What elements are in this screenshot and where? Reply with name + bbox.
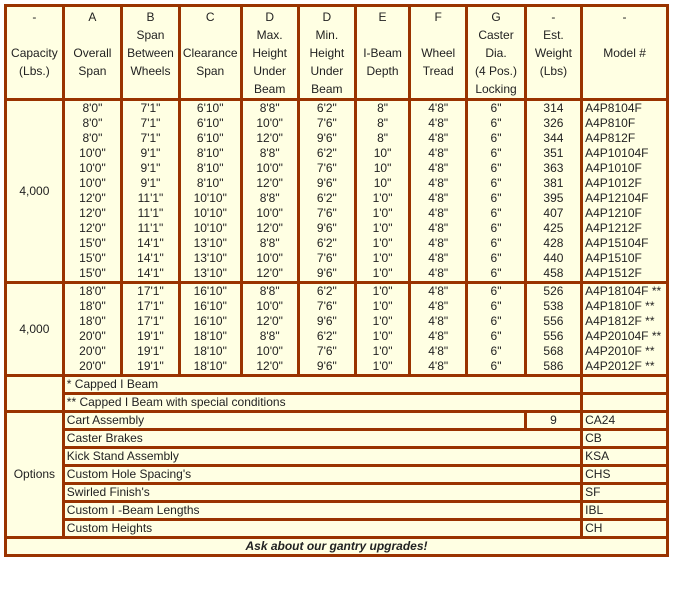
spec-cell: 4'8"	[410, 314, 467, 329]
spec-cell: 8'10"	[179, 176, 241, 191]
spec-cell: 17'1"	[122, 314, 180, 329]
spec-cell: 8"	[355, 100, 409, 117]
model-cell: A4P812F	[582, 131, 668, 146]
spec-cell: 4'8"	[410, 359, 467, 376]
spec-cell: 12'0"	[63, 206, 121, 221]
spec-cell: 6"	[467, 359, 525, 376]
column-header	[582, 6, 668, 100]
spec-cell: 7'6"	[298, 299, 355, 314]
spec-cell: 20'0"	[63, 359, 121, 376]
spec-cell: 8'0"	[63, 131, 121, 146]
spec-cell: 4'8"	[410, 191, 467, 206]
spec-cell: 8'8"	[241, 283, 298, 300]
spec-cell: 15'0"	[63, 236, 121, 251]
option-name: Custom Hole Spacing's	[63, 466, 581, 484]
spec-cell: 8"	[355, 116, 409, 131]
spec-cell: 10'0"	[241, 161, 298, 176]
gantry-spec-table	[4, 4, 669, 557]
spec-cell: 6"	[467, 116, 525, 131]
spec-cell: 14'1"	[122, 236, 180, 251]
column-header	[179, 6, 241, 100]
table-row	[6, 329, 668, 344]
table-row	[6, 206, 668, 221]
column-letter: E	[378, 10, 387, 24]
table-row	[6, 344, 668, 359]
spec-cell: 19'1"	[122, 344, 180, 359]
spec-cell: 1'0"	[355, 251, 409, 266]
column-header	[467, 6, 525, 100]
model-cell: A4P1010F	[582, 161, 668, 176]
table-row	[6, 266, 668, 283]
spec-cell: 9'6"	[298, 176, 355, 191]
spec-cell: 6'2"	[298, 191, 355, 206]
spec-cell: 13'10"	[179, 266, 241, 283]
model-cell: A4P2010F **	[582, 344, 668, 359]
spec-cell: 6"	[467, 283, 525, 300]
model-cell: A4P1510F	[582, 251, 668, 266]
spec-cell: 12'0"	[241, 266, 298, 283]
spec-cell: 6"	[467, 206, 525, 221]
model-cell: A4P18104F **	[582, 283, 668, 300]
spec-cell: 17'1"	[122, 283, 180, 300]
option-code: SF	[582, 484, 668, 502]
model-cell: A4P810F	[582, 116, 668, 131]
spec-cell: 7'6"	[298, 116, 355, 131]
spec-cell: 18'0"	[63, 283, 121, 300]
spec-cell: 458	[525, 266, 581, 283]
spec-cell: 1'0"	[355, 283, 409, 300]
spec-cell: 20'0"	[63, 344, 121, 359]
spec-cell: 12'0"	[241, 314, 298, 329]
spec-cell: 6"	[467, 314, 525, 329]
spec-cell: 6"	[467, 100, 525, 117]
table-row	[6, 146, 668, 161]
spec-cell: 10'10"	[179, 221, 241, 236]
spec-cell: 8'10"	[179, 146, 241, 161]
spec-cell: 4'8"	[410, 116, 467, 131]
spec-cell: 15'0"	[63, 251, 121, 266]
spec-cell: 13'10"	[179, 251, 241, 266]
spec-cell: 9'1"	[122, 176, 180, 191]
spec-cell: 18'0"	[63, 299, 121, 314]
empty-cell	[582, 394, 668, 412]
model-cell: A4P1210F	[582, 206, 668, 221]
column-letter: B	[146, 10, 155, 24]
spec-cell: 4'8"	[410, 131, 467, 146]
option-row	[6, 430, 668, 448]
spec-cell: 363	[525, 161, 581, 176]
spec-cell: 19'1"	[122, 359, 180, 376]
spec-cell: 10'0"	[63, 176, 121, 191]
table-row	[6, 314, 668, 329]
spec-cell: 12'0"	[63, 221, 121, 236]
column-letter: -	[551, 10, 556, 24]
column-label: Min. Height Under Beam	[309, 28, 345, 96]
spec-cell: 18'10"	[179, 359, 241, 376]
spec-cell: 4'8"	[410, 283, 467, 300]
option-row	[6, 502, 668, 520]
column-label: Overall Span	[73, 46, 112, 78]
spec-cell: 11'1"	[122, 206, 180, 221]
column-header	[410, 6, 467, 100]
option-name: Cart Assembly	[63, 412, 525, 430]
spec-cell: 6"	[467, 131, 525, 146]
option-code: CA24	[582, 412, 668, 430]
spec-cell: 395	[525, 191, 581, 206]
option-name: Swirled Finish's	[63, 484, 581, 502]
spec-cell: 9'6"	[298, 359, 355, 376]
note-row	[6, 376, 668, 394]
spec-cell: 1'0"	[355, 221, 409, 236]
option-code: IBL	[582, 502, 668, 520]
option-code: CH	[582, 520, 668, 538]
spec-cell: 6"	[467, 176, 525, 191]
spec-cell: 13'10"	[179, 236, 241, 251]
spec-cell: 14'1"	[122, 266, 180, 283]
table-row	[6, 251, 668, 266]
spec-cell: 7'1"	[122, 131, 180, 146]
spec-cell: 4'8"	[410, 146, 467, 161]
spec-cell: 12'0"	[241, 359, 298, 376]
spec-cell: 10'0"	[241, 344, 298, 359]
spec-cell: 6"	[467, 329, 525, 344]
spec-cell: 10'10"	[179, 206, 241, 221]
spec-cell: 14'1"	[122, 251, 180, 266]
spec-cell: 18'10"	[179, 329, 241, 344]
model-cell: A4P1512F	[582, 266, 668, 283]
column-letter: F	[434, 10, 442, 24]
spec-cell: 4'8"	[410, 251, 467, 266]
options-label: Options	[6, 412, 64, 538]
spec-cell: 9'1"	[122, 161, 180, 176]
spec-cell: 6"	[467, 191, 525, 206]
spec-cell: 8'8"	[241, 100, 298, 117]
column-label: Caster Dia. (4 Pos.) Locking	[475, 28, 518, 96]
spec-cell: 9'1"	[122, 146, 180, 161]
spec-cell: 12'0"	[241, 221, 298, 236]
header-row	[6, 6, 668, 100]
model-cell: A4P8104F	[582, 100, 668, 117]
spec-cell: 4'8"	[410, 329, 467, 344]
spec-cell: 17'1"	[122, 299, 180, 314]
spec-cell: 7'6"	[298, 344, 355, 359]
column-letter: D	[265, 10, 274, 24]
model-cell: A4P10104F	[582, 146, 668, 161]
spec-cell: 1'0"	[355, 236, 409, 251]
spec-cell: 11'1"	[122, 191, 180, 206]
spec-cell: 16'10"	[179, 283, 241, 300]
table-row	[6, 116, 668, 131]
spec-cell: 10'10"	[179, 191, 241, 206]
column-label: Span Between Wheels	[127, 28, 174, 78]
column-header	[122, 6, 180, 100]
option-name: Caster Brakes	[63, 430, 581, 448]
spec-cell: 4'8"	[410, 161, 467, 176]
spec-cell: 8'8"	[241, 191, 298, 206]
spec-cell: 6'2"	[298, 146, 355, 161]
column-label: Model #	[603, 46, 646, 60]
capacity-cell: 4,000	[6, 283, 64, 376]
spec-cell: 586	[525, 359, 581, 376]
spec-cell: 1'0"	[355, 344, 409, 359]
spec-cell: 1'0"	[355, 359, 409, 376]
column-label: Max. Height Under Beam	[252, 28, 287, 96]
model-cell: A4P1012F	[582, 176, 668, 191]
spec-cell: 1'0"	[355, 206, 409, 221]
spec-cell: 6'2"	[298, 329, 355, 344]
option-row	[6, 466, 668, 484]
spec-cell: 6'2"	[298, 236, 355, 251]
footer-row	[6, 538, 668, 556]
column-letter: D	[322, 10, 332, 24]
model-cell: A4P2012F **	[582, 359, 668, 376]
column-header	[241, 6, 298, 100]
model-cell: A4P1810F **	[582, 299, 668, 314]
spec-cell: 8'8"	[241, 329, 298, 344]
spec-cell: 6"	[467, 221, 525, 236]
spec-cell: 4'8"	[410, 266, 467, 283]
spec-cell: 1'0"	[355, 314, 409, 329]
spec-cell: 10'0"	[241, 206, 298, 221]
spec-cell: 7'1"	[122, 116, 180, 131]
empty-cell	[6, 376, 64, 412]
spec-cell: 8'8"	[241, 146, 298, 161]
spec-cell: 18'10"	[179, 344, 241, 359]
spec-cell: 10'0"	[241, 299, 298, 314]
spec-cell: 10"	[355, 161, 409, 176]
note-text: ** Capped I Beam with special conditions	[63, 394, 581, 412]
spec-cell: 407	[525, 206, 581, 221]
spec-cell: 6'10"	[179, 100, 241, 117]
model-cell: A4P12104F	[582, 191, 668, 206]
column-letter: -	[32, 10, 37, 24]
spec-cell: 10"	[355, 146, 409, 161]
option-name: Custom Heights	[63, 520, 581, 538]
spec-cell: 1'0"	[355, 266, 409, 283]
spec-cell: 4'8"	[410, 344, 467, 359]
option-row	[6, 412, 668, 430]
spec-cell: 6"	[467, 236, 525, 251]
spec-cell: 4'8"	[410, 221, 467, 236]
table-row	[6, 100, 668, 117]
column-label: Clearance Span	[182, 46, 238, 78]
spec-cell: 7'6"	[298, 251, 355, 266]
spec-cell: 6'2"	[298, 283, 355, 300]
spec-cell: 6"	[467, 251, 525, 266]
option-name: Custom I -Beam Lengths	[63, 502, 581, 520]
spec-cell: 381	[525, 176, 581, 191]
spec-cell: 9'6"	[298, 131, 355, 146]
spec-cell: 1'0"	[355, 329, 409, 344]
spec-cell: 314	[525, 100, 581, 117]
spec-cell: 15'0"	[63, 266, 121, 283]
spec-cell: 10'0"	[241, 116, 298, 131]
spec-cell: 440	[525, 251, 581, 266]
option-name: Kick Stand Assembly	[63, 448, 581, 466]
spec-cell: 6'2"	[298, 100, 355, 117]
spec-cell: 1'0"	[355, 191, 409, 206]
spec-cell: 10'0"	[63, 146, 121, 161]
table-row	[6, 161, 668, 176]
spec-cell: 6"	[467, 161, 525, 176]
spec-cell: 6"	[467, 299, 525, 314]
spec-cell: 7'6"	[298, 161, 355, 176]
column-label: Wheel Tread	[421, 46, 456, 78]
column-header	[298, 6, 355, 100]
table-row	[6, 236, 668, 251]
spec-cell: 6'10"	[179, 116, 241, 131]
footer-text: Ask about our gantry upgrades!	[6, 538, 668, 556]
empty-cell	[582, 376, 668, 394]
capacity-cell: 4,000	[6, 100, 64, 283]
spec-cell: 10'0"	[241, 251, 298, 266]
column-letter: C	[205, 10, 215, 24]
option-row	[6, 520, 668, 538]
table-row	[6, 299, 668, 314]
column-label: Capacity (Lbs.)	[11, 46, 58, 78]
spec-cell: 8'8"	[241, 236, 298, 251]
spec-cell: 8'0"	[63, 116, 121, 131]
spec-cell: 425	[525, 221, 581, 236]
table-row	[6, 283, 668, 300]
spec-cell: 568	[525, 344, 581, 359]
column-header	[63, 6, 121, 100]
option-code: CB	[582, 430, 668, 448]
spec-cell: 6"	[467, 266, 525, 283]
spec-cell: 11'1"	[122, 221, 180, 236]
spec-cell: 7'1"	[122, 100, 180, 117]
spec-cell: 556	[525, 314, 581, 329]
option-row	[6, 448, 668, 466]
column-letter: G	[491, 10, 501, 24]
note-row	[6, 394, 668, 412]
column-label: Est. Weight (Lbs)	[534, 28, 572, 78]
spec-cell: 326	[525, 116, 581, 131]
spec-cell: 9'6"	[298, 221, 355, 236]
spec-cell: 4'8"	[410, 206, 467, 221]
spec-cell: 10"	[355, 176, 409, 191]
model-cell: A4P1212F	[582, 221, 668, 236]
column-header	[525, 6, 581, 100]
spec-cell: 526	[525, 283, 581, 300]
spec-cell: 8'0"	[63, 100, 121, 117]
table-row	[6, 176, 668, 191]
table-row	[6, 359, 668, 376]
spec-cell: 428	[525, 236, 581, 251]
table-row	[6, 221, 668, 236]
spec-cell: 19'1"	[122, 329, 180, 344]
spec-cell: 1'0"	[355, 299, 409, 314]
column-header	[355, 6, 409, 100]
spec-cell: 12'0"	[241, 176, 298, 191]
table-row	[6, 191, 668, 206]
option-row	[6, 484, 668, 502]
spec-cell: 8"	[355, 131, 409, 146]
spec-cell: 538	[525, 299, 581, 314]
column-letter: A	[88, 10, 97, 24]
spec-cell: 556	[525, 329, 581, 344]
spec-cell: 4'8"	[410, 299, 467, 314]
model-cell: A4P15104F	[582, 236, 668, 251]
spec-cell: 16'10"	[179, 299, 241, 314]
spec-cell: 6'10"	[179, 131, 241, 146]
spec-cell: 18'0"	[63, 314, 121, 329]
column-letter: -	[622, 10, 627, 24]
spec-cell: 351	[525, 146, 581, 161]
model-cell: A4P1812F **	[582, 314, 668, 329]
option-code: KSA	[582, 448, 668, 466]
spec-cell: 4'8"	[410, 100, 467, 117]
option-weight: 9	[525, 412, 581, 430]
table-row	[6, 131, 668, 146]
spec-cell: 4'8"	[410, 176, 467, 191]
spec-cell: 12'0"	[241, 131, 298, 146]
spec-cell: 4'8"	[410, 236, 467, 251]
spec-cell: 6"	[467, 344, 525, 359]
model-cell: A4P20104F **	[582, 329, 668, 344]
spec-cell: 8'10"	[179, 161, 241, 176]
column-header	[6, 6, 64, 100]
spec-cell: 344	[525, 131, 581, 146]
spec-cell: 12'0"	[63, 191, 121, 206]
option-code: CHS	[582, 466, 668, 484]
spec-cell: 16'10"	[179, 314, 241, 329]
note-text: * Capped I Beam	[63, 376, 581, 394]
column-label: I-Beam Depth	[363, 46, 402, 78]
spec-cell: 7'6"	[298, 206, 355, 221]
spec-cell: 9'6"	[298, 266, 355, 283]
spec-cell: 20'0"	[63, 329, 121, 344]
spec-cell: 10'0"	[63, 161, 121, 176]
spec-cell: 6"	[467, 146, 525, 161]
spec-cell: 9'6"	[298, 314, 355, 329]
